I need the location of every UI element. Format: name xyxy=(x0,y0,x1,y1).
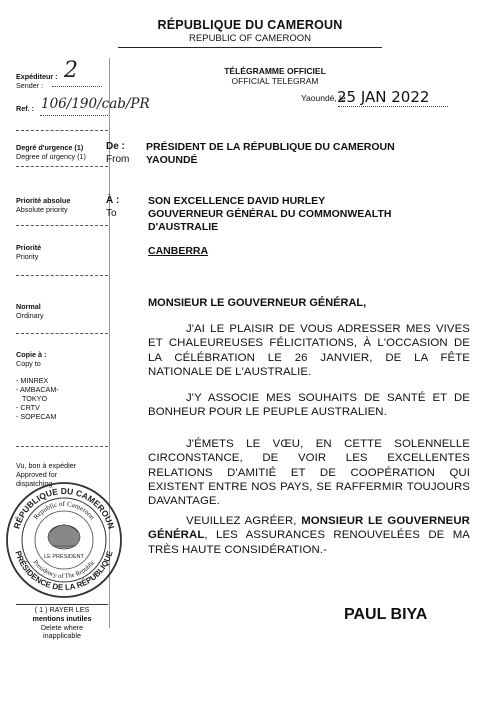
seal-inner-bottom: Presidency of The Republic xyxy=(31,558,97,581)
sender-dotline xyxy=(52,86,102,87)
sidebar-separator xyxy=(16,166,108,167)
footnote-line-2: mentions inutiles xyxy=(32,613,92,623)
seal-center-text: LE PRÉSIDENT xyxy=(44,554,84,560)
copy-label-en: Copy to xyxy=(16,359,41,368)
seal-outer-top: RÉPUBLIQUE DU CAMEROUN xyxy=(11,486,117,531)
country-title-en: REPUBLIC OF CAMEROON xyxy=(189,33,311,44)
to-line-2: GOUVERNEUR GÉNÉRAL DU COMMONWEALTH xyxy=(148,208,392,220)
closing-addressee: MONSIEUR LE GOUVERNEUR GÉNÉRAL xyxy=(148,515,470,542)
date-dotline xyxy=(338,106,448,107)
footnote-block xyxy=(16,606,108,641)
footnote-line-1: ( 1 ) RAYER LES xyxy=(34,605,90,614)
footnote-line-4: inapplicable xyxy=(43,631,81,641)
copy-block xyxy=(16,350,106,421)
to-line-1: SON EXCELLENCE DAVID HURLEY xyxy=(148,195,326,207)
approved-en-2: dispatching xyxy=(16,479,53,488)
date-stamp: 25 JAN 2022 xyxy=(337,88,430,106)
seal-emblem-icon xyxy=(48,525,80,549)
copy-item: - AMBACAM- xyxy=(16,385,59,394)
sidebar-separator xyxy=(16,225,108,226)
approved-fr: Vu, bon à expédier xyxy=(16,461,77,470)
ref-dotline xyxy=(40,115,108,116)
degree-label-en: Degree of urgency (1) xyxy=(16,152,86,161)
degree-block xyxy=(16,143,106,161)
copy-item: - SOPECAM xyxy=(16,412,57,421)
place-label: Yaoundé, le xyxy=(301,93,346,103)
from-label-en: From xyxy=(106,154,130,165)
degree-label-fr: Degré d'urgence (1) xyxy=(16,143,84,152)
sender-label-fr: Expéditeur : xyxy=(16,72,58,81)
paragraph-1: J'AI LE PLAISIR DE VOUS ADRESSER MES VIVES ET CHALEUREUSES FÉLICITATIONS, À L'OCCASION DE LA CÉLÉBRATION LE 26 JANVIER, DE LA FÊTE NATIONALE DE L'AUSTRALIE. xyxy=(148,323,470,378)
sender-value: 2 xyxy=(64,58,78,83)
copy-item: - CRTV xyxy=(16,403,40,412)
paragraph-3: J'ÉMETS LE VŒU, EN CETTE SOLENNELLE CIRCONSTANCE, DE VOIR LES EXCELLENTES RELATIONS D'AMITIÉ ET DE COOPÉRATION QUI EXISTENT ENTRE NOS PAYS, SE RAFFERMIR TOUJOURS DAVANTAGE. xyxy=(148,438,470,508)
sender-label-en: Sender : xyxy=(16,81,44,90)
from-line-2: YAOUNDÉ xyxy=(146,154,198,166)
signature-name: PAUL BIYA xyxy=(344,606,428,623)
normal-block xyxy=(16,302,106,320)
sidebar-separator xyxy=(16,275,108,276)
salutation: MONSIEUR LE GOUVERNEUR GÉNÉRAL, xyxy=(148,297,367,309)
to-label-fr: À : xyxy=(106,195,120,206)
absolute-priority-block xyxy=(16,196,106,214)
sidebar-separator xyxy=(16,333,108,334)
seal-inner-top: Republic of Cameroon xyxy=(31,499,97,522)
presidential-seal xyxy=(4,480,124,600)
closing-text-a: VEUILLEZ AGRÉER, xyxy=(186,515,302,527)
ref-value: 106/190/cab/PR xyxy=(41,96,150,112)
approved-en-1: Approved for xyxy=(16,470,58,479)
paragraph-2: J'Y ASSOCIE MES SOUHAITS DE SANTÉ ET DE BONHEUR POUR LE PEUPLE AUSTRALIEN. xyxy=(148,392,470,419)
absolute-priority-fr: Priorité absolue xyxy=(16,196,71,205)
header-rule xyxy=(118,47,382,48)
paragraph-4 xyxy=(148,514,470,557)
priority-en: Priority xyxy=(16,252,39,261)
normal-en: Ordinary xyxy=(16,311,44,320)
closing-text-b: , LES ASSURANCES RENOUVELÉES DE MA TRÈS HAUTE CONSIDÉRATION.- xyxy=(148,529,470,556)
telegram-title-fr: TÉLÉGRAMME OFFICIEL xyxy=(224,66,326,76)
copy-item: - MINREX xyxy=(16,376,49,385)
copy-label-fr: Copie à : xyxy=(16,350,47,359)
sidebar-separator xyxy=(16,446,108,447)
telegram-title-en: OFFICIAL TELEGRAM xyxy=(231,76,319,86)
footnote-line-3: Delete where xyxy=(40,622,84,632)
from-line-1: PRÉSIDENT DE LA RÉPUBLIQUE DU CAMEROUN xyxy=(146,141,395,153)
seal-outer-bottom: PRÉSIDENCE DE LA RÉPUBLIQUE xyxy=(13,549,115,593)
telegram-title xyxy=(185,66,365,86)
normal-fr: Normal xyxy=(16,302,41,311)
sidebar-separator xyxy=(16,130,108,131)
from-label-fr: De : xyxy=(106,141,125,152)
priority-block xyxy=(16,243,106,261)
copy-item: TOKYO xyxy=(22,394,48,403)
to-label-en: To xyxy=(106,208,117,219)
absolute-priority-en: Absolute priority xyxy=(16,205,68,214)
to-city: CANBERRA xyxy=(148,245,209,257)
priority-fr: Priorité xyxy=(16,243,42,252)
sender-block xyxy=(16,72,106,90)
country-title-fr: RÉPUBLIQUE DU CAMEROUN xyxy=(157,18,343,32)
ref-label-text: Ref. : xyxy=(16,104,34,113)
to-line-3: D'AUSTRALIE xyxy=(148,221,219,233)
